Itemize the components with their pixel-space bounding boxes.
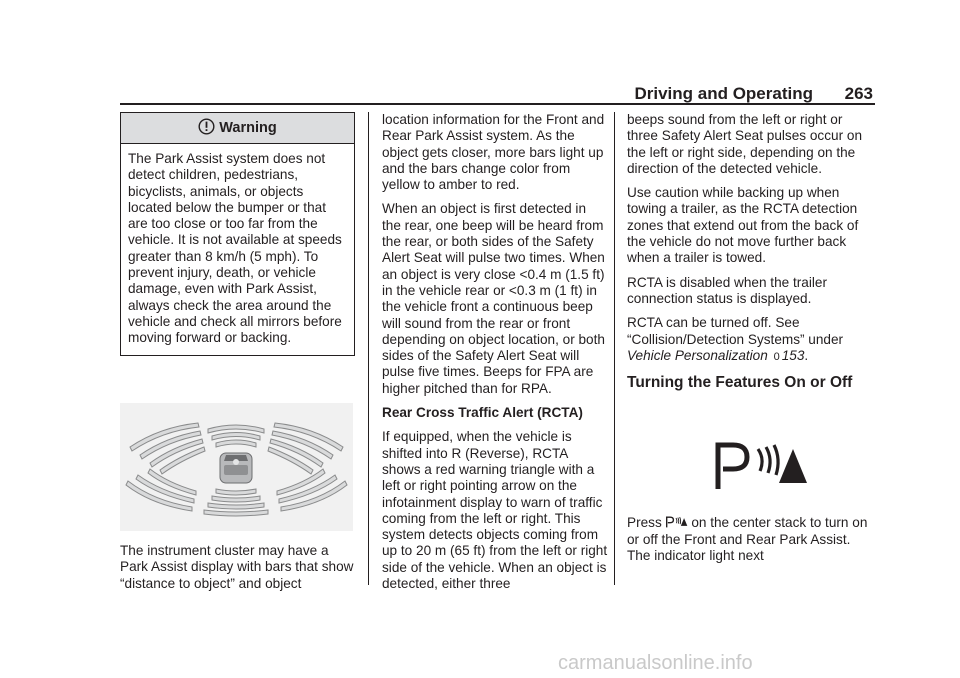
column-2 bbox=[382, 112, 608, 600]
paragraph: RCTA is disabled when the trailer connection status is displayed. bbox=[627, 274, 827, 306]
paragraph-see-reference bbox=[627, 315, 877, 365]
paragraph: Use caution while backing up when towing a trailer, as the RCTA detection zones that extend out from the back of the vehicle do not move further back when a trailer is towed. bbox=[627, 185, 859, 266]
warning-text: The Park Assist system does not detect children, pedestrians, bicyclists, animals, or objects located below the bumper or that are too close or too far from the vehicle. It is not available at speeds greater than 8 km/h (5 mph). To prevent injury, death, or vehicle damage, even with Park Assist, always check the area around the vehicle and check all mirrors before moving forward or backing. bbox=[128, 151, 342, 346]
section-title: Driving and Operating bbox=[634, 84, 813, 103]
paragraph: If equipped, when the vehicle is shifted into R (Reverse), RCTA shows a red warning triangle with a left or right pointing arrow on the infotainment display to warn of traffic coming from the left or right. This system detects objects coming from up to 20 m (65 ft) from the left or right side of the vehicle. When an object is detected, either three bbox=[382, 429, 608, 592]
section-heading: Turning the Features On or Off bbox=[627, 374, 853, 392]
park-assist-button-icon bbox=[666, 515, 688, 529]
column-divider bbox=[368, 112, 369, 585]
reference-end: . bbox=[804, 347, 809, 363]
warning-box bbox=[120, 112, 355, 356]
paragraph: beeps sound from the left or right or three Safety Alert Seat pulses occur on the left or right side, depending on the direction of the detected vehicle. bbox=[627, 112, 863, 176]
column-1 bbox=[120, 112, 355, 356]
page-number: 263 bbox=[844, 84, 873, 103]
column-3 bbox=[627, 112, 877, 572]
press-text: Press bbox=[627, 515, 662, 531]
park-assist-symbol-figure bbox=[715, 441, 810, 491]
park-assist-display-figure bbox=[120, 403, 353, 531]
car-icon bbox=[220, 453, 252, 483]
subheading-rcta: Rear Cross Traffic Alert (RCTA) bbox=[382, 405, 583, 421]
page-header bbox=[120, 84, 875, 104]
paragraph: When an object is first detected in the rear, one beep will be heard from the rear, or both sides of the Safety Alert Seat will pulse two times. When an object is very close <0.4 m (1.5 ft) in the vehicle rear or <0.3 m (1 ft) in the vehicle front a continuous beep will sound from the rear or front depending on object location, or both sides of the Safety Alert Seat will pulse five times. Beeps for FPA are higher pitched than for RPA. bbox=[382, 201, 605, 396]
warning-label: Warning bbox=[219, 120, 277, 136]
watermark: carmanualsonline.info bbox=[558, 652, 753, 674]
page-ref-symbol: 0 bbox=[773, 350, 780, 363]
press-text-continued: on the center stack to turn on or off the Front and Rear Park Assist. The indicator light next bbox=[627, 515, 868, 564]
reference-intro: RCTA can be turned off. See “Collision/Detection Systems” under bbox=[627, 315, 844, 347]
warning-header bbox=[121, 113, 354, 144]
paragraph-press bbox=[627, 515, 877, 564]
park-assist-bars-illustration bbox=[120, 403, 353, 531]
figure-caption-paragraph: The instrument cluster may have a Park Assist display with bars that show “distance to object” and object bbox=[120, 543, 354, 591]
reference-link[interactable]: Vehicle Personalization bbox=[627, 347, 768, 363]
park-assist-symbol-icon bbox=[715, 441, 810, 491]
paragraph: location information for the Front and Rear Park Assist system. As the object gets closer, more bars light up and the bars change color from yellow to amber to red. bbox=[382, 112, 605, 193]
warning-icon bbox=[198, 118, 215, 135]
reference-page[interactable]: 153 bbox=[781, 347, 805, 363]
column-divider bbox=[614, 112, 615, 585]
header-rule bbox=[120, 103, 875, 105]
